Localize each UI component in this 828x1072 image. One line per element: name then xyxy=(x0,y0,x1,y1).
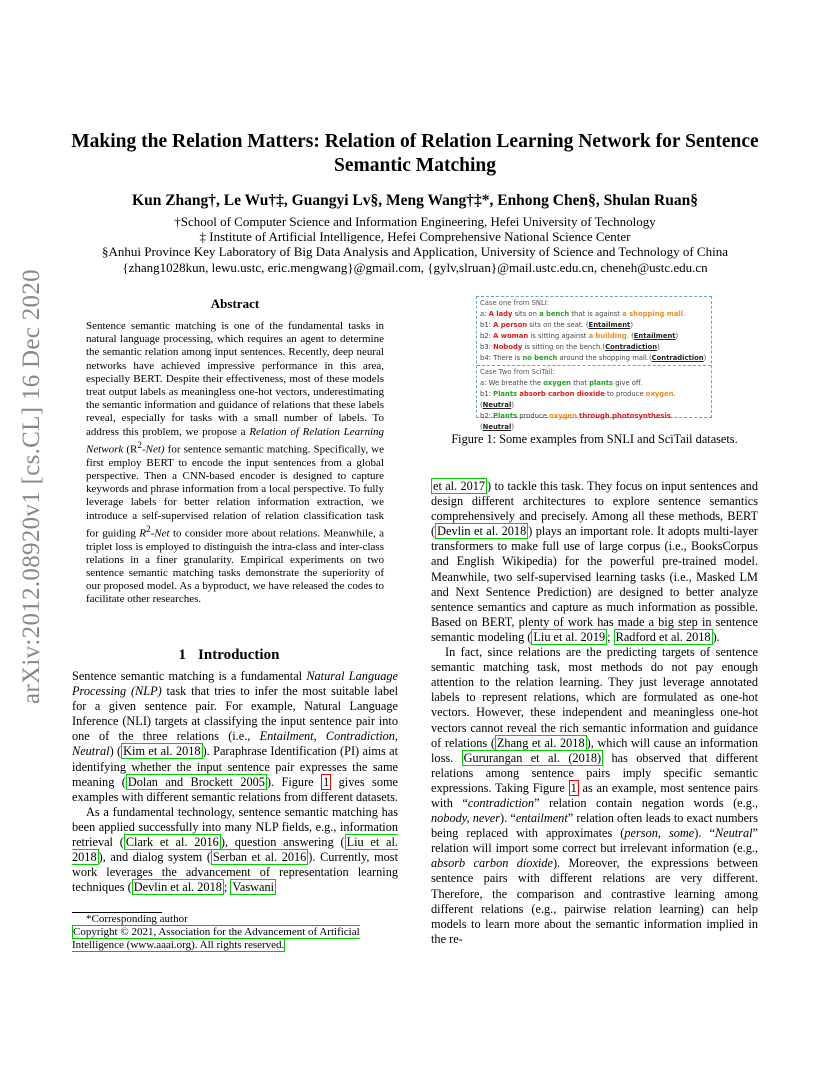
paragraph: In fact, since relations are the predicting targets of sentence semantic matching task, most methods do not pay enough attention to the relation learning. They just leverage annotated labels to represent relations, which are formulated as one-hot vectors. However, these independent and meaningless one-hot vectors cannot reveal the rich semantic information and guidance of relations ( Zhang et al. 2018 ), which will cause an information loss. Gururangan et al. (2018) has observed that different relations among sentence pairs imply specific semantic expressions. Taking Figure 1 as an example, most sentence pairs with “contradiction” relation contain negation words (e.g., nobody, never). “entailment” relation often leads to exact numbers being replaced with approximates (person, some). “Neutral” relation will import some correct but irrelevant information (e.g., absorb carbon dioxide). Moreover, the expressions between sentence pairs with different relations are very different. Therefore, the comparison and contrastive learning among different relations (e.g., pairwise relation learning) can help models to learn more about the semantic information implied in the re- xyxy=(431,645,759,946)
example-row: a: A lady sits on a bench that is against a shopping mall. xyxy=(480,310,686,318)
author-emails: {zhang1028kun, lewu.ustc, eric.mengwang}@gmail.com, {gylv,slruan}@mail.ustc.edu.cn, cheneh@ustc.edu.cn xyxy=(122,260,708,275)
example-row: b4: There is no bench around the shopping mall.(Contradiction) xyxy=(480,354,707,362)
paragraph: et al. 2017 ) to tackle this task. They focus on input sentences and design different architectures to explore sentence semantics comprehensively and precisely. Among all these methods, BERT ( Devlin et al. 2018 ) plays an important role. It adopts multi-layer transformers to make full use of large corpus (i.e., BooksCorpus and English Wikipedia) for the powerful pre-trained model. Meanwhile, two self-supervised learning tasks (i.e., Masked LM and Next Sentence Prediction) are designed to better analyze sentence semantics and capture as much information as possible. Based on BERT, plenty of work has made a big step in sentence semantic modeling ( Liu et al. 2019 ; Radford et al. 2018 ). xyxy=(431,479,759,644)
example-row: b2: Plants produce oxygen through photosynthesis. (Neutral) xyxy=(480,412,674,431)
figure-ref-link[interactable]: 1 xyxy=(323,774,330,789)
case-one-label: Case one from SNLI: xyxy=(480,299,550,307)
figure-1-examples xyxy=(476,296,712,431)
corresponding-author-note: *Corresponding author xyxy=(86,913,188,925)
example-row: b3: Nobody is sitting on the bench.(Contradiction) xyxy=(480,343,660,351)
citation-link[interactable]: Serban et al. 2016 xyxy=(212,850,307,865)
paragraph: Sentence semantic matching is a fundamental Natural Language Processing (NLP) task that tries to infer the most suitable label for a given sentence pair. For example, Natural Language Inference (NLI) targets at classifying the input sentence pair into one of the three relations (i.e., Entailment, Contradiction, Neutral) ( Kim et al. 2018 ). Paraphrase Identification (PI) aims at identifying whether the input sentence pair expresses the same meaning ( Dolan and Brockett 2005 ). Figure 1 gives some examples with different semantic relations from different datasets. xyxy=(72,669,399,804)
paragraph: As a fundamental technology, sentence semantic matching has been applied successfully into many NLP fields, e.g., information retrieval ( Clark et al. 2016 ), question answering ( Liu et al. 2018 ), and dialog system ( Serban et al. 2016 ). Currently, most work leverages the advancement of representation learning techniques ( Devlin et al. 2018 ; Vaswani xyxy=(72,804,398,895)
citation-link[interactable]: Liu et al. 2019 xyxy=(533,629,606,644)
footnote xyxy=(72,913,398,952)
affiliation-3: §Anhui Province Key Laboratory of Big Data Analysis and Application, University of Science and Technology of China xyxy=(102,244,728,259)
citation-link[interactable]: Radford et al. 2018 xyxy=(615,629,711,644)
paper-title: Making the Relation Matters: Relation of Relation Learning Network for Sentence Semantic Matching xyxy=(71,131,759,176)
case-two-label: Case Two from SciTail: xyxy=(480,368,555,376)
copyright-link[interactable]: Copyright © 2021, Association for the Advancement of Artificial Intelligence (www.aaai.org). All rights reserved. xyxy=(72,926,360,951)
citation-link[interactable]: Vaswani xyxy=(232,880,275,895)
figure-caption: Figure 1: Some examples from SNLI and SciTail datasets. xyxy=(451,432,738,446)
example-row: b1: Plants absorb carbon dioxide to produce oxygen. (Neutral) xyxy=(480,390,676,409)
intro-left-column xyxy=(72,669,398,895)
section-heading-introduction: 1 Introduction xyxy=(178,647,280,663)
intro-right-column xyxy=(431,479,758,947)
citation-link[interactable]: et al. 2017 xyxy=(433,479,486,493)
citation-link[interactable]: Dolan and Brockett 2005 xyxy=(127,774,265,789)
citation-link[interactable]: Liu et al. 2018 xyxy=(72,835,398,865)
arxiv-watermark: arXiv:2012.08920v1 [cs.CL] 16 Dec 2020 xyxy=(18,269,45,704)
citation-link[interactable]: Zhang et al. 2018 xyxy=(496,735,585,750)
example-row: b2: A woman is sitting against a building. (Entailment) xyxy=(480,332,679,340)
example-row: a: We breathe the oxygen that plants give off. xyxy=(480,379,643,387)
example-row: b1: A person sits on the seat. (Entailment) xyxy=(480,321,633,329)
citation-link[interactable]: Kim et al. 2018 xyxy=(123,744,201,759)
affiliation-2: ‡ Institute of Artificial Intelligence, Hefei Comprehensive National Science Center xyxy=(199,229,631,244)
citation-link[interactable]: Clark et al. 2016 xyxy=(125,835,219,850)
figure-ref-link[interactable]: 1 xyxy=(570,780,577,795)
abstract-heading: Abstract xyxy=(210,296,260,311)
citation-link[interactable]: Devlin et al. 2018 xyxy=(133,880,222,895)
abstract-text: Sentence semantic matching is one of the fundamental tasks in natural language processing, which requires an agent to determine the semantic relation among input sentences. Recently, deep neural networks have achieved impressive performance in this area, especially BERT. Despite their effectiveness, most of these models treat output labels as meaningless one-hot vectors, underestimating the semantic information and guidance of relations that these labels reveal, especially for tasks with a small number of labels. To address this problem, we propose a Relation of Relation Learning Network $(R^2-Net)$ for sentence semantic matching. Specifically, we first employ BERT to encode the input sentences from a global perspective. Then a CNN-based encoder is designed to capture keywords and phrase information from a local perspective. To fully leverage labels for better relation information extraction, we introduce a self-supervised relation of relation classification task for guiding $R^2$-Net to consider more about relations. Meanwhile, a triplet loss is employed to distinguish the intra-class and inter-class relations in a finer granularity. Empirical experiments on two sentence semantic matching tasks demonstrate the superiority of our proposed model. As a byproduct, we have released the codes to facilitate other researches. xyxy=(86,320,385,606)
citation-link[interactable]: Devlin et al. 2018 xyxy=(437,524,527,539)
citation-link[interactable]: Gururangan et al. (2018) xyxy=(463,750,602,765)
author-list: Kun Zhang†, Le Wu†‡, Guangyi Lv§, Meng Wang†‡*, Enhong Chen§, Shulan Ruan§ xyxy=(132,192,698,209)
affiliation-1: †School of Computer Science and Information Engineering, Hefei University of Technology xyxy=(174,214,656,229)
